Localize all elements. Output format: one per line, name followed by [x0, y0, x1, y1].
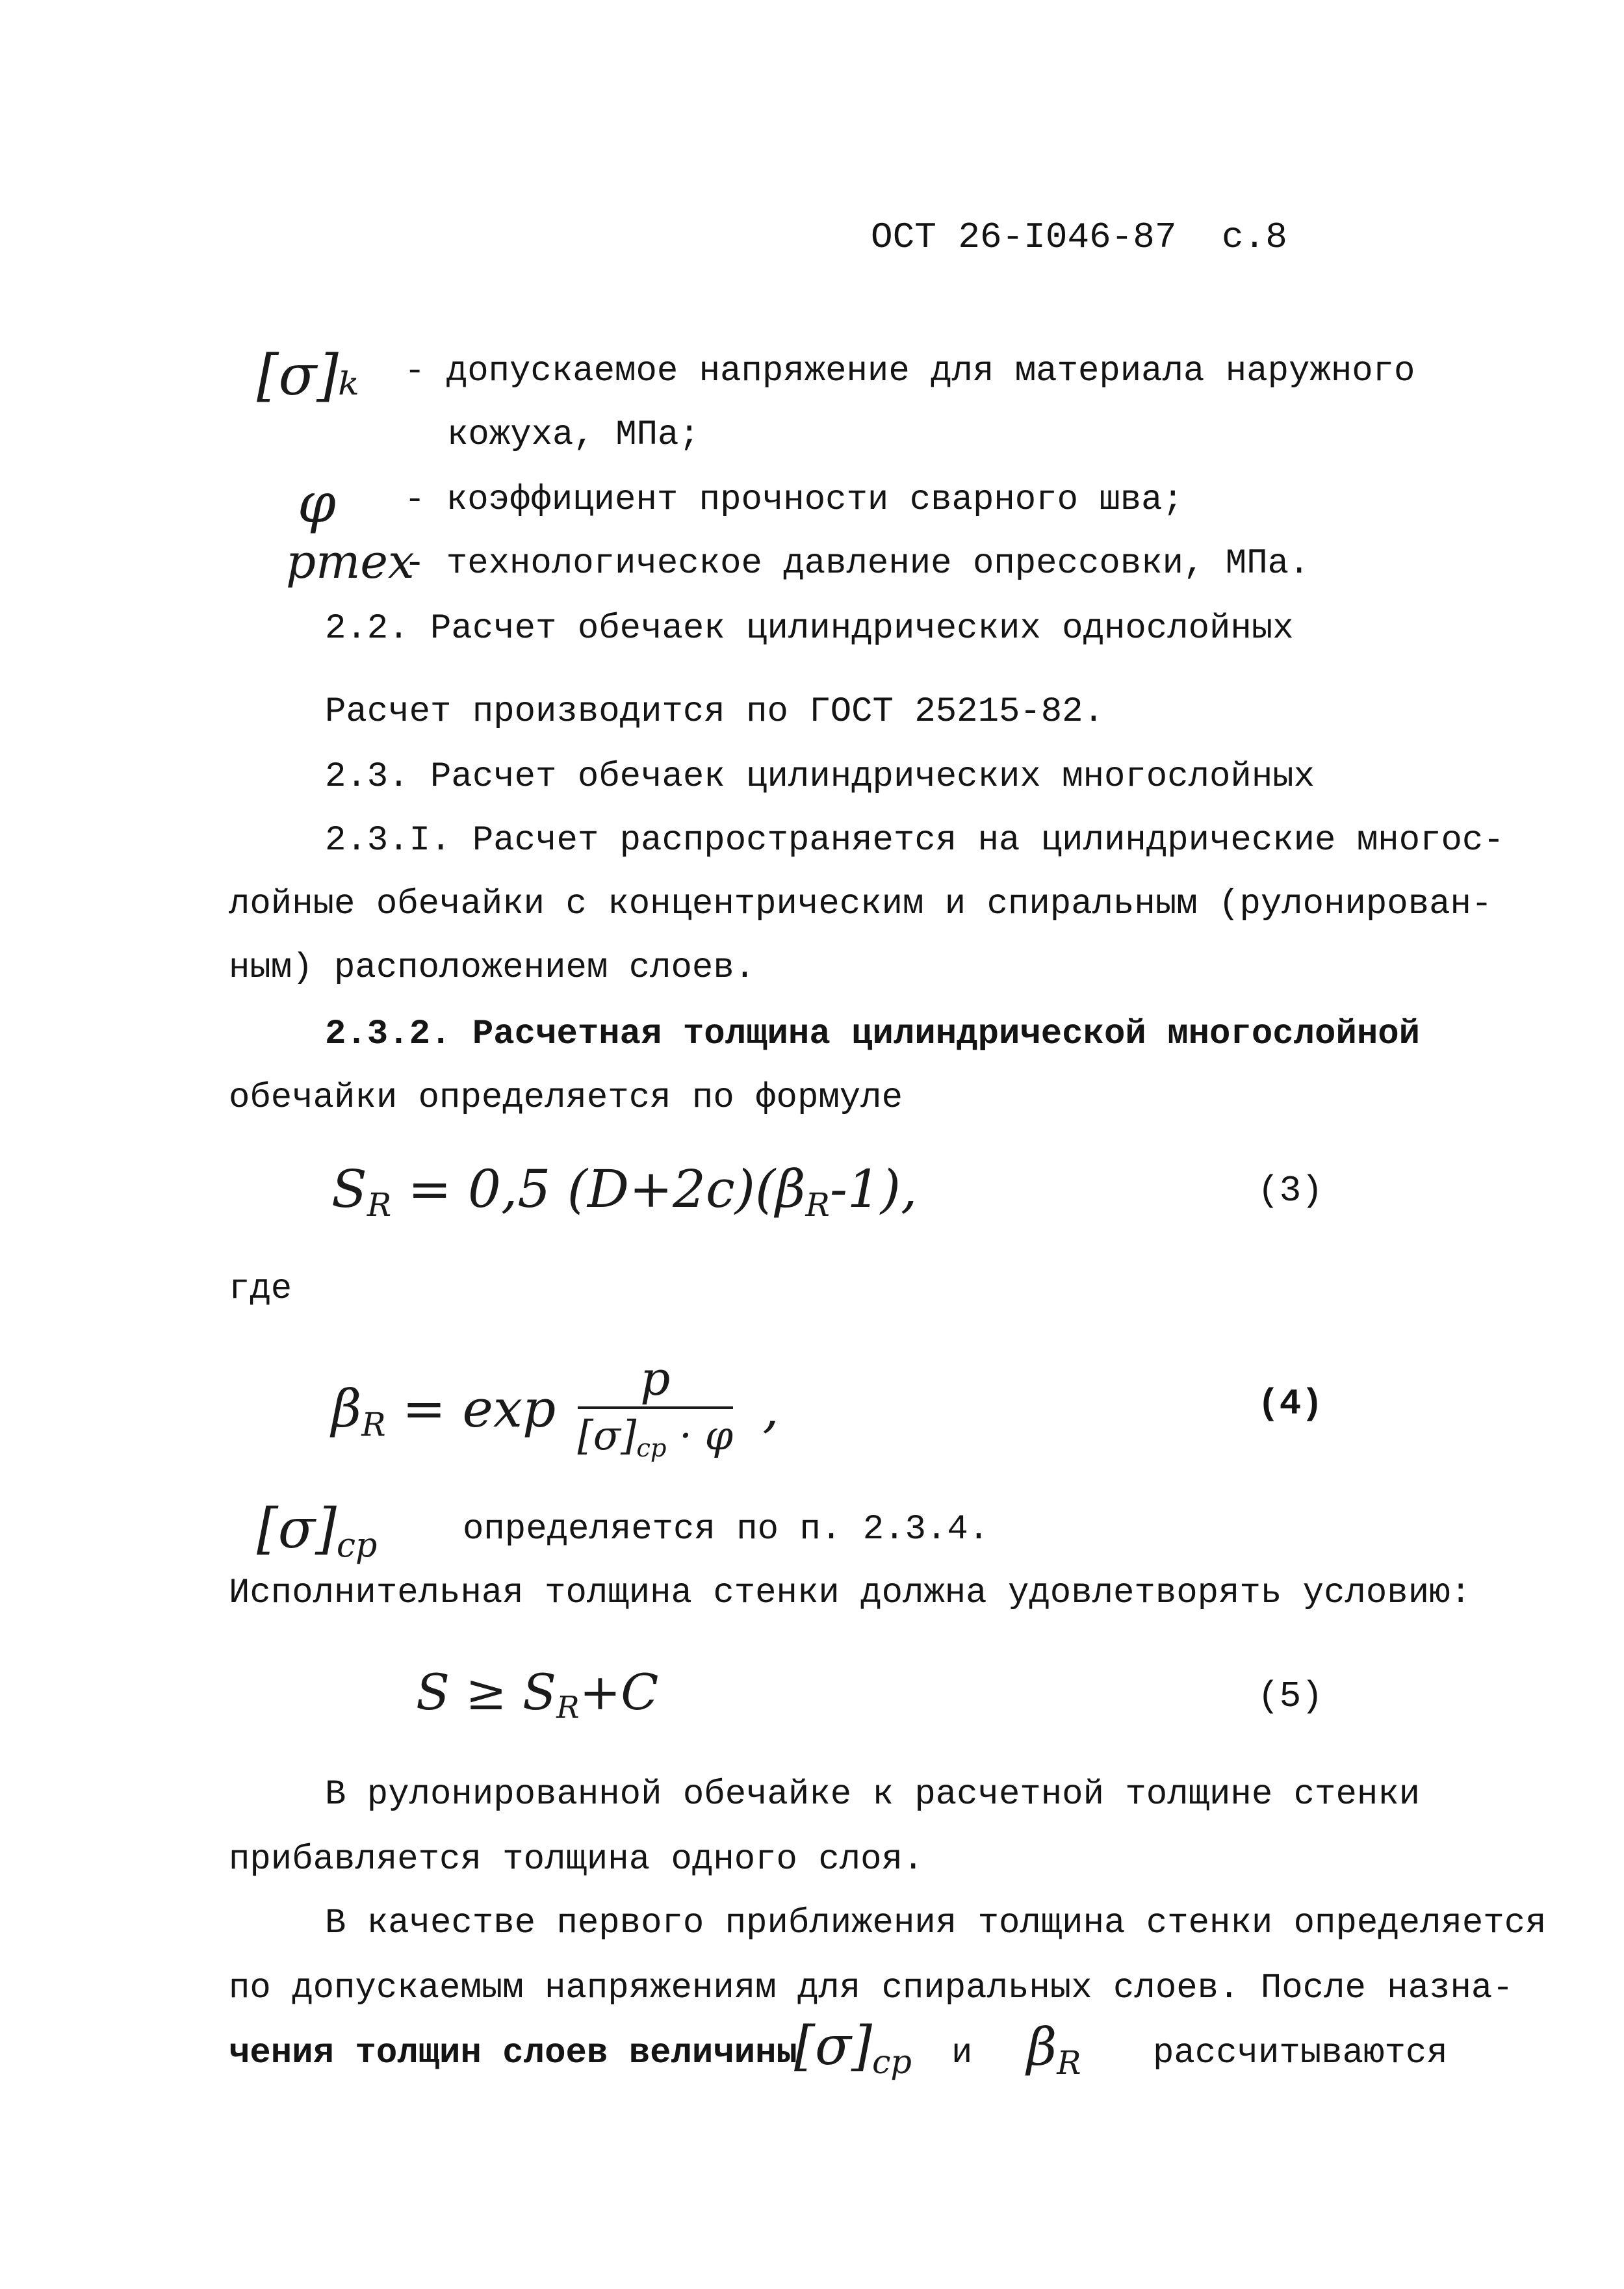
- formula-4: $\beta_R = \exp$ $\frac{p}{[\sigma]_{cp} \cdot \varphi}$ ,: [331, 1351, 779, 1475]
- formula-5: $S \ge S_R+C$: [416, 1663, 659, 1726]
- formula-5-number: (5): [1257, 1675, 1323, 1717]
- definition-p-tex: - технологическое давление опрессовки, МПа.: [404, 544, 1310, 584]
- formula-4-number: (4): [1257, 1383, 1323, 1425]
- formula-3: $S_R = 0,5$ $(D+2c)(\beta_R-1)$,: [331, 1159, 918, 1224]
- definition-sigma-k-line2: кожуха, МПа;: [447, 415, 700, 455]
- symbol-sigma-k: [σ]ₖ: [257, 343, 359, 408]
- formula-3-number: (3): [1257, 1170, 1323, 1211]
- symbol-sigma-cp: $[\sigma]_{cp}$: [257, 1497, 378, 1566]
- page-number: с.8: [1222, 216, 1287, 258]
- section-2-3-heading: 2.3. Расчет обечаек цилиндрических многослойных: [325, 757, 1315, 797]
- paragraph-2-3-1-line2: лойные обечайки с концентрическим и спиральным (рулонирован-: [229, 885, 1493, 924]
- definition-sigma-k-line1: - допускаемое напряжение для материала наружного: [404, 352, 1415, 391]
- definition-phi: - коэффициент прочности сварного шва;: [404, 480, 1183, 520]
- symbol-beta-r-inline: $\beta_R$: [1027, 2017, 1081, 2082]
- section-2-2-heading: 2.2. Расчет обечаек цилиндрических однослойных: [325, 609, 1294, 649]
- symbol-sigma-cp-inline: $[\sigma]_{cp}$: [794, 2015, 912, 2082]
- paragraph-2-3-2-line2: обечайки определяется по формуле: [229, 1078, 903, 1118]
- approximation-and: и: [951, 2034, 973, 2073]
- formula-4-fraction: $\frac{p}{[\sigma]_{cp} \cdot \varphi}$: [577, 1351, 733, 1463]
- paragraph-2-3-2-line1: 2.3.2. Расчетная толщина цилиндрической многослойной: [325, 1015, 1421, 1054]
- approximation-line3-start: чения толщин слоев величины: [229, 2034, 797, 2073]
- symbol-p-tex: pтех: [286, 534, 415, 589]
- approximation-line2: по допускаемым напряжениям для спиральных слоев. После назна-: [229, 1969, 1514, 2008]
- approximation-line1: В качестве первого приближения толщина стенки определяется: [325, 1904, 1547, 1943]
- condition-line: Исполнительная толщина стенки должна удовлетворять условию:: [229, 1573, 1471, 1613]
- approximation-line3-end: рассчитываются: [1153, 2034, 1448, 2073]
- rolled-shell-line2: прибавляется толщина одного слоя.: [229, 1840, 924, 1880]
- rolled-shell-line1: В рулонированной обечайке к расчетной толщине стенки: [325, 1775, 1421, 1815]
- where-label: где: [229, 1269, 292, 1309]
- paragraph-2-3-1-line3: ным) расположением слоев.: [229, 948, 756, 988]
- sigma-cp-reference: определяется по п. 2.3.4.: [463, 1510, 990, 1549]
- paragraph-2-3-1-line1: 2.3.I. Расчет распространяется на цилиндрические многос-: [325, 821, 1504, 860]
- section-2-2-body: Расчет производится по ГОСТ 25215-82.: [325, 692, 1104, 732]
- symbol-phi: φ: [298, 471, 336, 535]
- document-code: ОСТ 26-I046-87: [871, 216, 1177, 258]
